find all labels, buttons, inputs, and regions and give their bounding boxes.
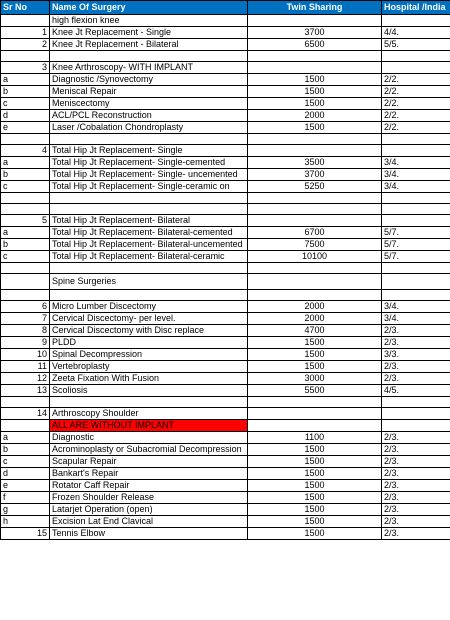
- cell-surgery-name[interactable]: Excision Lat End Clavical: [50, 516, 248, 528]
- cell-hospital-india[interactable]: [382, 263, 450, 274]
- cell-sr-no[interactable]: [1, 15, 50, 27]
- cell-hospital-india[interactable]: 2/2.: [382, 74, 450, 86]
- cell-sr-no[interactable]: [1, 263, 50, 274]
- cell-sr-no[interactable]: [1, 51, 50, 62]
- table-row: [1, 325, 450, 337]
- cell-surgery-name[interactable]: Rotator Caff Repair: [50, 480, 248, 492]
- cell-twin-sharing[interactable]: 1500: [248, 361, 382, 373]
- cell-twin-sharing[interactable]: [248, 51, 382, 62]
- cell-sr-no[interactable]: b: [1, 239, 50, 251]
- cell-surgery-name[interactable]: Arthroscopy Shoulder: [50, 408, 248, 420]
- cell-hospital-india[interactable]: 3/4.: [382, 313, 450, 325]
- cell-hospital-india[interactable]: 3/4.: [382, 301, 450, 313]
- cell-surgery-name[interactable]: [50, 290, 248, 301]
- cell-sr-no[interactable]: d: [1, 468, 50, 480]
- cell-sr-no[interactable]: 10: [1, 349, 50, 361]
- cell-surgery-name[interactable]: ALL ARE WITHOUT IMPLANT: [50, 420, 248, 432]
- cell-surgery-name[interactable]: Total Hip Jt Replacement- Bilateral-ceramic: [50, 251, 248, 263]
- cell-sr-no[interactable]: b: [1, 86, 50, 98]
- cell-sr-no[interactable]: a: [1, 227, 50, 239]
- cell-surgery-name[interactable]: Laser /Cobalation Chondroplasty: [50, 122, 248, 134]
- cell-surgery-name[interactable]: Tennis Elbow: [50, 528, 248, 540]
- cell-hospital-india[interactable]: 2/3.: [382, 432, 450, 444]
- header-row: [1, 1, 450, 15]
- table-row: [1, 301, 450, 313]
- cell-surgery-name[interactable]: Total Hip Jt Replacement- Bilateral-cemented: [50, 227, 248, 239]
- cell-surgery-name[interactable]: Meniscectomy: [50, 98, 248, 110]
- table-row: [1, 420, 450, 432]
- table-row: [1, 181, 450, 193]
- cell-hospital-india[interactable]: 2/2.: [382, 110, 450, 122]
- cell-hospital-india[interactable]: 2/2.: [382, 122, 450, 134]
- cell-surgery-name[interactable]: Cervical Discectomy- per level.: [50, 313, 248, 325]
- table-row: [1, 504, 450, 516]
- table-row: [1, 251, 450, 263]
- cell-twin-sharing[interactable]: [248, 263, 382, 274]
- cell-hospital-india[interactable]: 4/5.: [382, 385, 450, 397]
- table-row: [1, 480, 450, 492]
- cell-sr-no[interactable]: 15: [1, 528, 50, 540]
- header-name-of-surgery[interactable]: Name Of Surgery: [50, 1, 248, 15]
- cell-sr-no[interactable]: [1, 193, 50, 204]
- table-row: [1, 492, 450, 504]
- cell-hospital-india[interactable]: 2/3.: [382, 337, 450, 349]
- cell-surgery-name[interactable]: PLDD: [50, 337, 248, 349]
- cell-surgery-name[interactable]: Frozen Shoulder Release: [50, 492, 248, 504]
- cell-hospital-india[interactable]: 2/3.: [382, 504, 450, 516]
- table-row: [1, 337, 450, 349]
- cell-hospital-india[interactable]: [382, 420, 450, 432]
- cell-twin-sharing[interactable]: 2000: [248, 110, 382, 122]
- cell-twin-sharing[interactable]: [248, 420, 382, 432]
- cell-surgery-name[interactable]: [50, 51, 248, 62]
- cell-surgery-name[interactable]: ACL/PCL Reconstruction: [50, 110, 248, 122]
- cell-hospital-india[interactable]: 2/3.: [382, 480, 450, 492]
- cell-surgery-name[interactable]: Spine Surgeries: [50, 274, 248, 290]
- cell-surgery-name[interactable]: Diagnostic: [50, 432, 248, 444]
- cell-hospital-india[interactable]: [382, 290, 450, 301]
- cell-sr-no[interactable]: e: [1, 122, 50, 134]
- cell-sr-no[interactable]: [1, 204, 50, 215]
- cell-hospital-india[interactable]: [382, 62, 450, 74]
- cell-twin-sharing[interactable]: 1500: [248, 444, 382, 456]
- cell-surgery-name[interactable]: [50, 204, 248, 215]
- cell-surgery-name[interactable]: Total Hip Jt Replacement- Single: [50, 145, 248, 157]
- cell-sr-no[interactable]: e: [1, 480, 50, 492]
- cell-sr-no[interactable]: 6: [1, 301, 50, 313]
- cell-sr-no[interactable]: 14: [1, 408, 50, 420]
- cell-surgery-name[interactable]: Meniscal Repair: [50, 86, 248, 98]
- table-row: [1, 432, 450, 444]
- table-row: [1, 169, 450, 181]
- cell-hospital-india[interactable]: 2/2.: [382, 86, 450, 98]
- cell-twin-sharing[interactable]: [248, 290, 382, 301]
- table-row: [1, 110, 450, 122]
- cell-twin-sharing[interactable]: 1500: [248, 74, 382, 86]
- cell-twin-sharing[interactable]: 6500: [248, 39, 382, 51]
- table-row: [1, 39, 450, 51]
- cell-surgery-name[interactable]: [50, 193, 248, 204]
- cell-hospital-india[interactable]: [382, 51, 450, 62]
- cell-surgery-name[interactable]: Micro Lumber Discectomy: [50, 301, 248, 313]
- cell-sr-no[interactable]: c: [1, 181, 50, 193]
- cell-hospital-india[interactable]: [382, 193, 450, 204]
- cell-twin-sharing[interactable]: 1500: [248, 86, 382, 98]
- cell-hospital-india[interactable]: 2/3.: [382, 361, 450, 373]
- cell-surgery-name[interactable]: [50, 134, 248, 145]
- table-row: [1, 516, 450, 528]
- cell-sr-no[interactable]: [1, 290, 50, 301]
- cell-surgery-name[interactable]: Cervical Discectomy with Disc replace: [50, 325, 248, 337]
- header-sr-no[interactable]: Sr No: [1, 1, 50, 15]
- cell-hospital-india[interactable]: [382, 408, 450, 420]
- cell-twin-sharing[interactable]: 3700: [248, 169, 382, 181]
- cell-hospital-india[interactable]: [382, 397, 450, 408]
- table-row: [1, 349, 450, 361]
- cell-surgery-name[interactable]: Bankart's Repair: [50, 468, 248, 480]
- table-row: [1, 98, 450, 110]
- cell-sr-no[interactable]: 11: [1, 361, 50, 373]
- cell-sr-no[interactable]: 9: [1, 337, 50, 349]
- table-row: [1, 204, 450, 215]
- cell-hospital-india[interactable]: 5/5.: [382, 39, 450, 51]
- cell-sr-no[interactable]: 5: [1, 215, 50, 227]
- table-row: [1, 263, 450, 274]
- cell-twin-sharing[interactable]: 7500: [248, 239, 382, 251]
- cell-surgery-name[interactable]: Knee Jt Replacement - Bilateral: [50, 39, 248, 51]
- cell-surgery-name[interactable]: Total Hip Jt Replacement- Bilateral-uncemented: [50, 239, 248, 251]
- cell-hospital-india[interactable]: 2/3.: [382, 373, 450, 385]
- cell-surgery-name[interactable]: Zeeta Fixation With Fusion: [50, 373, 248, 385]
- cell-surgery-name[interactable]: Scoliosis: [50, 385, 248, 397]
- table-row: [1, 397, 450, 408]
- cell-surgery-name[interactable]: Total Hip Jt Replacement- Single- uncemented: [50, 169, 248, 181]
- table-body: [1, 15, 450, 540]
- cell-hospital-india[interactable]: [382, 215, 450, 227]
- table-row: [1, 408, 450, 420]
- cell-twin-sharing[interactable]: 1500: [248, 492, 382, 504]
- cell-surgery-name[interactable]: Spinal Decompression: [50, 349, 248, 361]
- cell-hospital-india[interactable]: 3/4.: [382, 169, 450, 181]
- cell-hospital-india[interactable]: 3/4.: [382, 157, 450, 169]
- table-row: [1, 290, 450, 301]
- table-row: [1, 122, 450, 134]
- table-row: [1, 468, 450, 480]
- cell-twin-sharing[interactable]: 5250: [248, 181, 382, 193]
- cell-sr-no[interactable]: 8: [1, 325, 50, 337]
- cell-surgery-name[interactable]: Scapular Repair: [50, 456, 248, 468]
- table-row: [1, 385, 450, 397]
- cell-hospital-india[interactable]: 2/3.: [382, 516, 450, 528]
- cell-twin-sharing[interactable]: 3500: [248, 157, 382, 169]
- table-row: [1, 373, 450, 385]
- cell-twin-sharing[interactable]: [248, 62, 382, 74]
- cell-sr-no[interactable]: 2: [1, 39, 50, 51]
- cell-hospital-india[interactable]: [382, 204, 450, 215]
- table-row: [1, 145, 450, 157]
- table-row: [1, 74, 450, 86]
- header-twin-sharing[interactable]: Twin Sharing: [248, 1, 382, 15]
- cell-surgery-name[interactable]: [50, 397, 248, 408]
- cell-sr-no[interactable]: a: [1, 432, 50, 444]
- cell-twin-sharing[interactable]: 6700: [248, 227, 382, 239]
- cell-twin-sharing[interactable]: 1500: [248, 504, 382, 516]
- cell-twin-sharing[interactable]: 1500: [248, 456, 382, 468]
- cell-hospital-india[interactable]: 2/3.: [382, 468, 450, 480]
- cell-twin-sharing[interactable]: 1500: [248, 122, 382, 134]
- cell-twin-sharing[interactable]: 3700: [248, 27, 382, 39]
- table-row: [1, 15, 450, 27]
- table-row: [1, 157, 450, 169]
- cell-sr-no[interactable]: 12: [1, 373, 50, 385]
- cell-hospital-india[interactable]: 3/3.: [382, 349, 450, 361]
- cell-sr-no[interactable]: [1, 274, 50, 290]
- cell-hospital-india[interactable]: [382, 274, 450, 290]
- cell-sr-no[interactable]: c: [1, 98, 50, 110]
- cell-hospital-india[interactable]: 2/3.: [382, 444, 450, 456]
- cell-twin-sharing[interactable]: 2000: [248, 301, 382, 313]
- cell-surgery-name[interactable]: Total Hip Jt Replacement- Bilateral: [50, 215, 248, 227]
- cell-surgery-name[interactable]: Total Hip Jt Replacement- Single-ceramic on: [50, 181, 248, 193]
- cell-twin-sharing[interactable]: 1500: [248, 349, 382, 361]
- cell-surgery-name[interactable]: Latarjet Operation (open): [50, 504, 248, 516]
- cell-sr-no[interactable]: g: [1, 504, 50, 516]
- cell-sr-no[interactable]: 3: [1, 62, 50, 74]
- cell-sr-no[interactable]: d: [1, 110, 50, 122]
- cell-twin-sharing[interactable]: [248, 408, 382, 420]
- cell-hospital-india[interactable]: [382, 145, 450, 157]
- cell-surgery-name[interactable]: [50, 263, 248, 274]
- cell-twin-sharing[interactable]: [248, 193, 382, 204]
- cell-sr-no[interactable]: b: [1, 169, 50, 181]
- cell-sr-no[interactable]: 7: [1, 313, 50, 325]
- table-row: [1, 193, 450, 204]
- cell-hospital-india[interactable]: [382, 15, 450, 27]
- cell-twin-sharing[interactable]: 1500: [248, 516, 382, 528]
- cell-sr-no[interactable]: c: [1, 456, 50, 468]
- cell-twin-sharing[interactable]: 1500: [248, 480, 382, 492]
- cell-twin-sharing[interactable]: 4700: [248, 325, 382, 337]
- table-row: [1, 134, 450, 145]
- cell-twin-sharing[interactable]: 10100: [248, 251, 382, 263]
- cell-surgery-name[interactable]: Knee Jt Replacement - Single: [50, 27, 248, 39]
- cell-twin-sharing[interactable]: [248, 215, 382, 227]
- table-row: [1, 456, 450, 468]
- cell-hospital-india[interactable]: 5/7.: [382, 227, 450, 239]
- cell-hospital-india[interactable]: [382, 134, 450, 145]
- cell-hospital-india[interactable]: 2/3.: [382, 325, 450, 337]
- table-header: [1, 1, 450, 15]
- table-row: [1, 528, 450, 540]
- table-row: [1, 444, 450, 456]
- cell-hospital-india[interactable]: 2/3.: [382, 456, 450, 468]
- cell-hospital-india[interactable]: 2/3.: [382, 528, 450, 540]
- cell-surgery-name[interactable]: Vertebroplasty: [50, 361, 248, 373]
- cell-twin-sharing[interactable]: [248, 145, 382, 157]
- cell-hospital-india[interactable]: 4/4.: [382, 27, 450, 39]
- cell-twin-sharing[interactable]: 1100: [248, 432, 382, 444]
- cell-sr-no[interactable]: [1, 420, 50, 432]
- table-row: [1, 313, 450, 325]
- cell-sr-no[interactable]: 13: [1, 385, 50, 397]
- cell-sr-no[interactable]: f: [1, 492, 50, 504]
- cell-surgery-name[interactable]: Acrominoplasty or Subacromial Decompression: [50, 444, 248, 456]
- cell-twin-sharing[interactable]: [248, 397, 382, 408]
- cell-sr-no[interactable]: h: [1, 516, 50, 528]
- cell-sr-no[interactable]: b: [1, 444, 50, 456]
- table-row: [1, 62, 450, 74]
- cell-sr-no[interactable]: [1, 134, 50, 145]
- cell-hospital-india[interactable]: 5/7.: [382, 239, 450, 251]
- cell-twin-sharing[interactable]: 1500: [248, 98, 382, 110]
- cell-sr-no[interactable]: [1, 397, 50, 408]
- cell-hospital-india[interactable]: 5/7.: [382, 251, 450, 263]
- cell-sr-no[interactable]: a: [1, 74, 50, 86]
- header-hospital-india[interactable]: Hospital /India: [382, 1, 450, 15]
- cell-twin-sharing[interactable]: [248, 274, 382, 290]
- cell-surgery-name[interactable]: Diagnostic /Synovectomy: [50, 74, 248, 86]
- table-row: [1, 361, 450, 373]
- cell-sr-no[interactable]: a: [1, 157, 50, 169]
- table-row: [1, 215, 450, 227]
- cell-surgery-name[interactable]: Total Hip Jt Replacement- Single-cemented: [50, 157, 248, 169]
- cell-twin-sharing[interactable]: [248, 15, 382, 27]
- table-row: [1, 27, 450, 39]
- cell-hospital-india[interactable]: 2/3.: [382, 492, 450, 504]
- cell-twin-sharing[interactable]: 1500: [248, 468, 382, 480]
- table-row: [1, 227, 450, 239]
- table-row: [1, 51, 450, 62]
- cell-twin-sharing[interactable]: 3000: [248, 373, 382, 385]
- table-row: [1, 274, 450, 290]
- cell-sr-no[interactable]: 4: [1, 145, 50, 157]
- cell-twin-sharing[interactable]: [248, 134, 382, 145]
- table-row: [1, 86, 450, 98]
- cell-hospital-india[interactable]: 2/2.: [382, 98, 450, 110]
- cell-sr-no[interactable]: c: [1, 251, 50, 263]
- cell-twin-sharing[interactable]: 5500: [248, 385, 382, 397]
- cell-surgery-name[interactable]: high flexion knee: [50, 15, 248, 27]
- cell-hospital-india[interactable]: 3/4.: [382, 181, 450, 193]
- cell-sr-no[interactable]: 1: [1, 27, 50, 39]
- cell-twin-sharing[interactable]: [248, 204, 382, 215]
- cell-twin-sharing[interactable]: 2000: [248, 313, 382, 325]
- table-row: [1, 239, 450, 251]
- cell-twin-sharing[interactable]: 1500: [248, 337, 382, 349]
- cell-surgery-name[interactable]: Knee Arthroscopy- WITH IMPLANT: [50, 62, 248, 74]
- cell-twin-sharing[interactable]: 1500: [248, 528, 382, 540]
